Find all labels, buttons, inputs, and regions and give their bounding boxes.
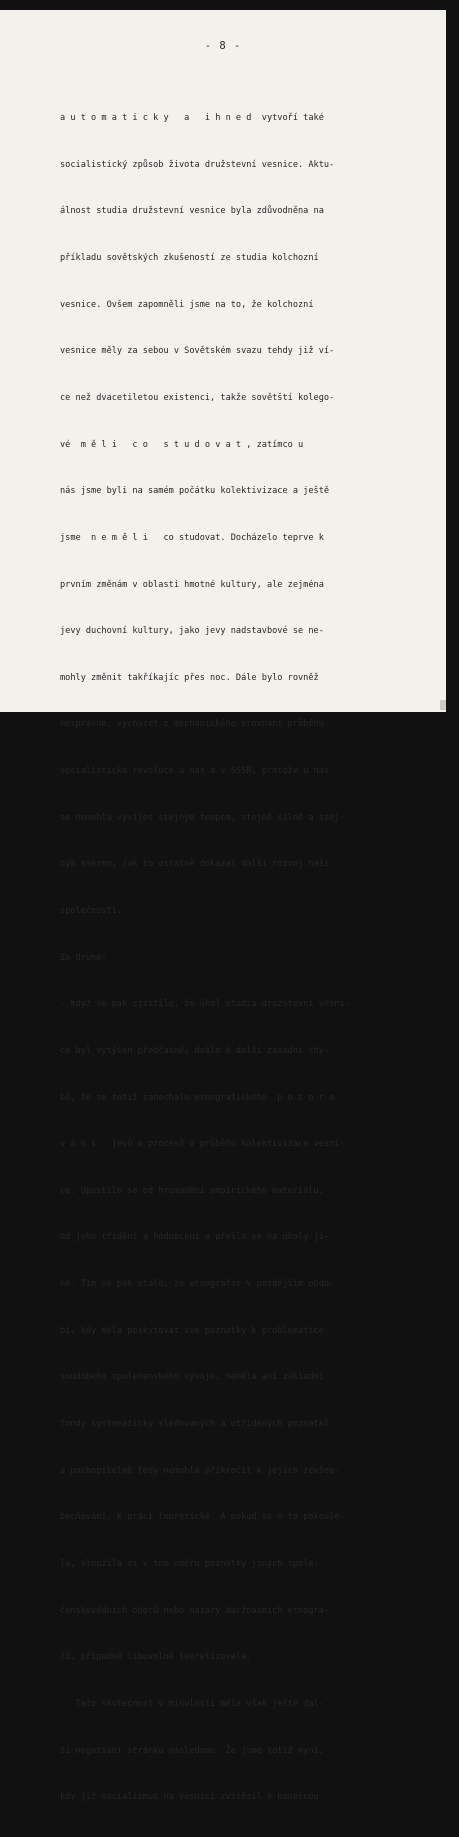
- text-line: vesnice měly za sebou v Sovětském svazu tehdy již ví-: [60, 346, 335, 357]
- text-line: vesnice. Ovšem zapomněli jsme na to, že kolchozní: [60, 299, 314, 310]
- text-line: jevy duchovní kultury, jako jevy nadstavbové se ne-: [60, 626, 324, 637]
- text-line: příkladu sovětských zkušeností ze studia kolchozní: [60, 253, 319, 264]
- text-line: a pochopitelně tedy nemohla přikročit k jejich zevšeo-: [60, 1465, 340, 1476]
- text-line: prvním změnám v oblasti hmotné kultury, ale zejména: [60, 579, 324, 590]
- text-line: od jeho třídění a hodnocení a přešlo se na úkoly ji-: [60, 1232, 330, 1243]
- text-line: se nemohla vyvíjet stejným tempem, stejně silně a stej-: [60, 812, 345, 823]
- text-line: - když se pak zjistilo, že úkol studia družstevní vesni-: [60, 999, 350, 1010]
- text-line: nesprávné, vycházet z mechanického srovnání průběhu: [60, 719, 324, 730]
- page-edge-shadow: [440, 700, 446, 710]
- text-line: bě, že se totiž zanechalo etnografického p o z o r o -: [60, 1092, 345, 1103]
- text-line: a u t o m a t i c k y a i h n e d vytvoří také: [60, 113, 324, 124]
- text-line: la, sloužila si v tom směru poznatky jiných spole-: [60, 1558, 319, 1569]
- text-line: ší negativní stránku následnou. Že jsme totiž nyní,: [60, 1745, 324, 1756]
- text-line: jsme n e m ě l i co studovat. Docházelo teprve k: [60, 532, 324, 543]
- body-text: [60, 80, 406, 1837]
- text-line: společnosti.: [60, 905, 123, 916]
- text-line: Tato skutečnost v minulosti měla však ještě dal-: [60, 1698, 324, 1709]
- text-line: ce než dvacetiletou existenci, takže sovětští kolego-: [60, 392, 335, 403]
- text-line: mohly změnit takříkajíc přes noc. Dále bylo rovněž: [60, 672, 319, 683]
- text-line: álnost studia družstevní vesnice byla zdůvodněna na: [60, 206, 324, 217]
- scan-top-border: [0, 0, 459, 10]
- text-line: socialistické revoluce u nás a v SSSR, protože u nás: [60, 766, 330, 777]
- text-line: ným směrem, jak to ostatně dokázal další rozvoj naší: [60, 859, 330, 870]
- text-line: čenskovědních oborů nebo názory buržoasních etnogra-: [60, 1605, 330, 1616]
- text-line: fů, případně libovolně teoretizovala.: [60, 1652, 252, 1663]
- section-heading: Za druhé:: [60, 952, 107, 963]
- text-line: fondy systematicky sledovaných a utříděných poznatků: [60, 1419, 330, 1430]
- text-line: vé m ě l i c o s t u d o v a t , zatímco u: [60, 439, 304, 450]
- text-line: soudobého společenského vývoje, neměla ani základní: [60, 1372, 324, 1383]
- text-line: v á n í jevů a procesů v průběhu kolektivizace vesni-: [60, 1139, 345, 1150]
- text-line: nás jsme byli na samém počátku kolektivizace a ještě: [60, 486, 330, 497]
- text-line: socialistický způsob života družstevní vesnice. Aktu-: [60, 159, 335, 170]
- page-number: - 8 -: [204, 40, 242, 52]
- text-line: bí, kdy měla poskytovat své poznatky k problematice: [60, 1325, 324, 1336]
- text-line: né. Tím se pak stalo, že etnografie v pozdějším obdo-: [60, 1279, 335, 1290]
- text-line: kdy již socialismus na vesnici zvítězil s konečnou: [60, 1792, 319, 1803]
- text-line: becňování, k práci teoretické. A pokud se o to pokouše-: [60, 1512, 345, 1523]
- text-line: ce. Upustilo se od hromadění empirického materiálu,: [60, 1185, 324, 1196]
- document-page: [0, 10, 446, 1803]
- text-line: ce byl vytýčen předčasně, došlo k další zásadní chy-: [60, 1045, 330, 1056]
